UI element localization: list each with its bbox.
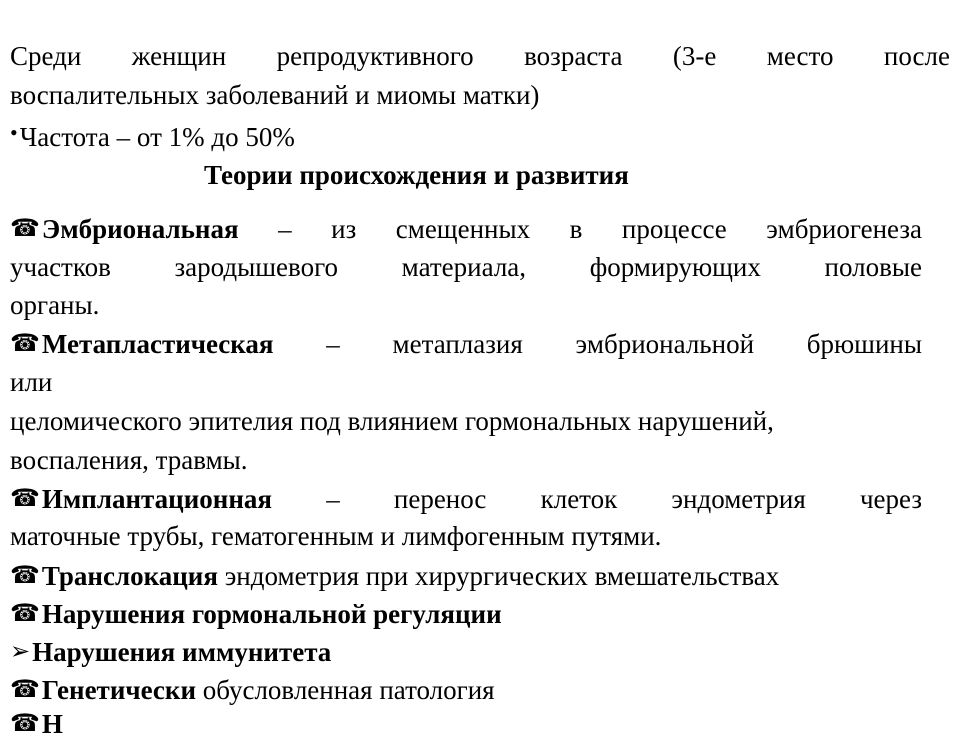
theory-implantation-term: Имплантационная xyxy=(41,484,272,514)
frequency-item xyxy=(10,116,295,154)
theory-metaplastic-desc-2: или xyxy=(10,367,53,397)
phone-icon: ☎ xyxy=(10,709,40,737)
theory-translocation-term: Транслокация xyxy=(41,561,218,591)
theory-hormonal-term: Нарушения гормональной регуляции xyxy=(41,599,502,629)
theory-translocation xyxy=(10,558,779,593)
theory-embryonic-line-3 xyxy=(10,288,99,322)
theory-embryonic-desc-1: – из смещенных в процессе эмбриогенеза xyxy=(238,214,922,244)
intro-line-2-text: воспалительных заболеваний и миомы матки) xyxy=(10,80,540,110)
phone-icon: ☎ xyxy=(10,675,40,703)
theory-embryonic-desc-3: органы. xyxy=(10,290,100,320)
theory-metaplastic-desc-4: воспаления, травмы. xyxy=(10,445,248,475)
theory-implantation-desc-2: маточные трубы, гематогенным и лимфогенным путями. xyxy=(10,521,662,551)
theory-immunity xyxy=(10,634,331,669)
theory-embryonic-desc-2: участков зародышевого материала, формирующих половые xyxy=(10,252,922,282)
theory-metaplastic-line-2 xyxy=(10,365,52,399)
phone-icon: ☎ xyxy=(10,561,40,589)
theory-implantation-line-1 xyxy=(10,481,922,516)
theory-translocation-desc: эндометрия при хирургических вмешательствах xyxy=(217,561,780,591)
section-heading xyxy=(204,158,629,192)
phone-icon: ☎ xyxy=(10,599,40,627)
theory-hormonal xyxy=(10,596,502,631)
intro-line-2 xyxy=(10,78,539,112)
frequency-text: Частота – от 1% до 50% xyxy=(19,122,295,152)
intro-line-1-text: Среди женщин репродуктивного возраста (3-е место после xyxy=(10,41,950,71)
phone-icon: ☎ xyxy=(10,214,40,242)
theory-metaplastic-line-4 xyxy=(10,443,248,477)
theory-metaplastic-desc-3: целомического эпителия под влиянием гормональных нарушений, xyxy=(10,406,774,436)
theory-cutoff-term: Н xyxy=(41,709,63,739)
bullet-dot-icon: • xyxy=(10,120,18,145)
theory-genetic-desc: обусловленная патология xyxy=(196,675,495,705)
theory-embryonic-term: Эмбриональная xyxy=(41,214,239,244)
theory-embryonic-line-1 xyxy=(10,211,922,246)
theory-cutoff xyxy=(10,706,63,741)
theory-metaplastic-desc-1: – метаплазия эмбриональной брюшины xyxy=(273,329,922,359)
arrow-icon: ➢ xyxy=(10,637,31,665)
theory-implantation-desc-1: – перенос клеток эндометрия через xyxy=(272,484,922,514)
theory-genetic xyxy=(10,672,495,707)
theory-embryonic-line-2 xyxy=(10,250,922,284)
theory-metaplastic-term: Метапластическая xyxy=(41,329,274,359)
intro-line-1 xyxy=(10,39,950,73)
phone-icon: ☎ xyxy=(10,329,40,357)
theory-genetic-term: Генетически xyxy=(41,675,197,705)
section-heading-text: Теории происхождения и развития xyxy=(204,160,629,190)
theory-metaplastic-line-1 xyxy=(10,326,922,361)
theory-implantation-line-2 xyxy=(10,519,661,553)
theory-immunity-term: Нарушения иммунитета xyxy=(32,637,332,667)
theory-metaplastic-line-3 xyxy=(10,404,774,438)
phone-icon: ☎ xyxy=(10,484,40,512)
